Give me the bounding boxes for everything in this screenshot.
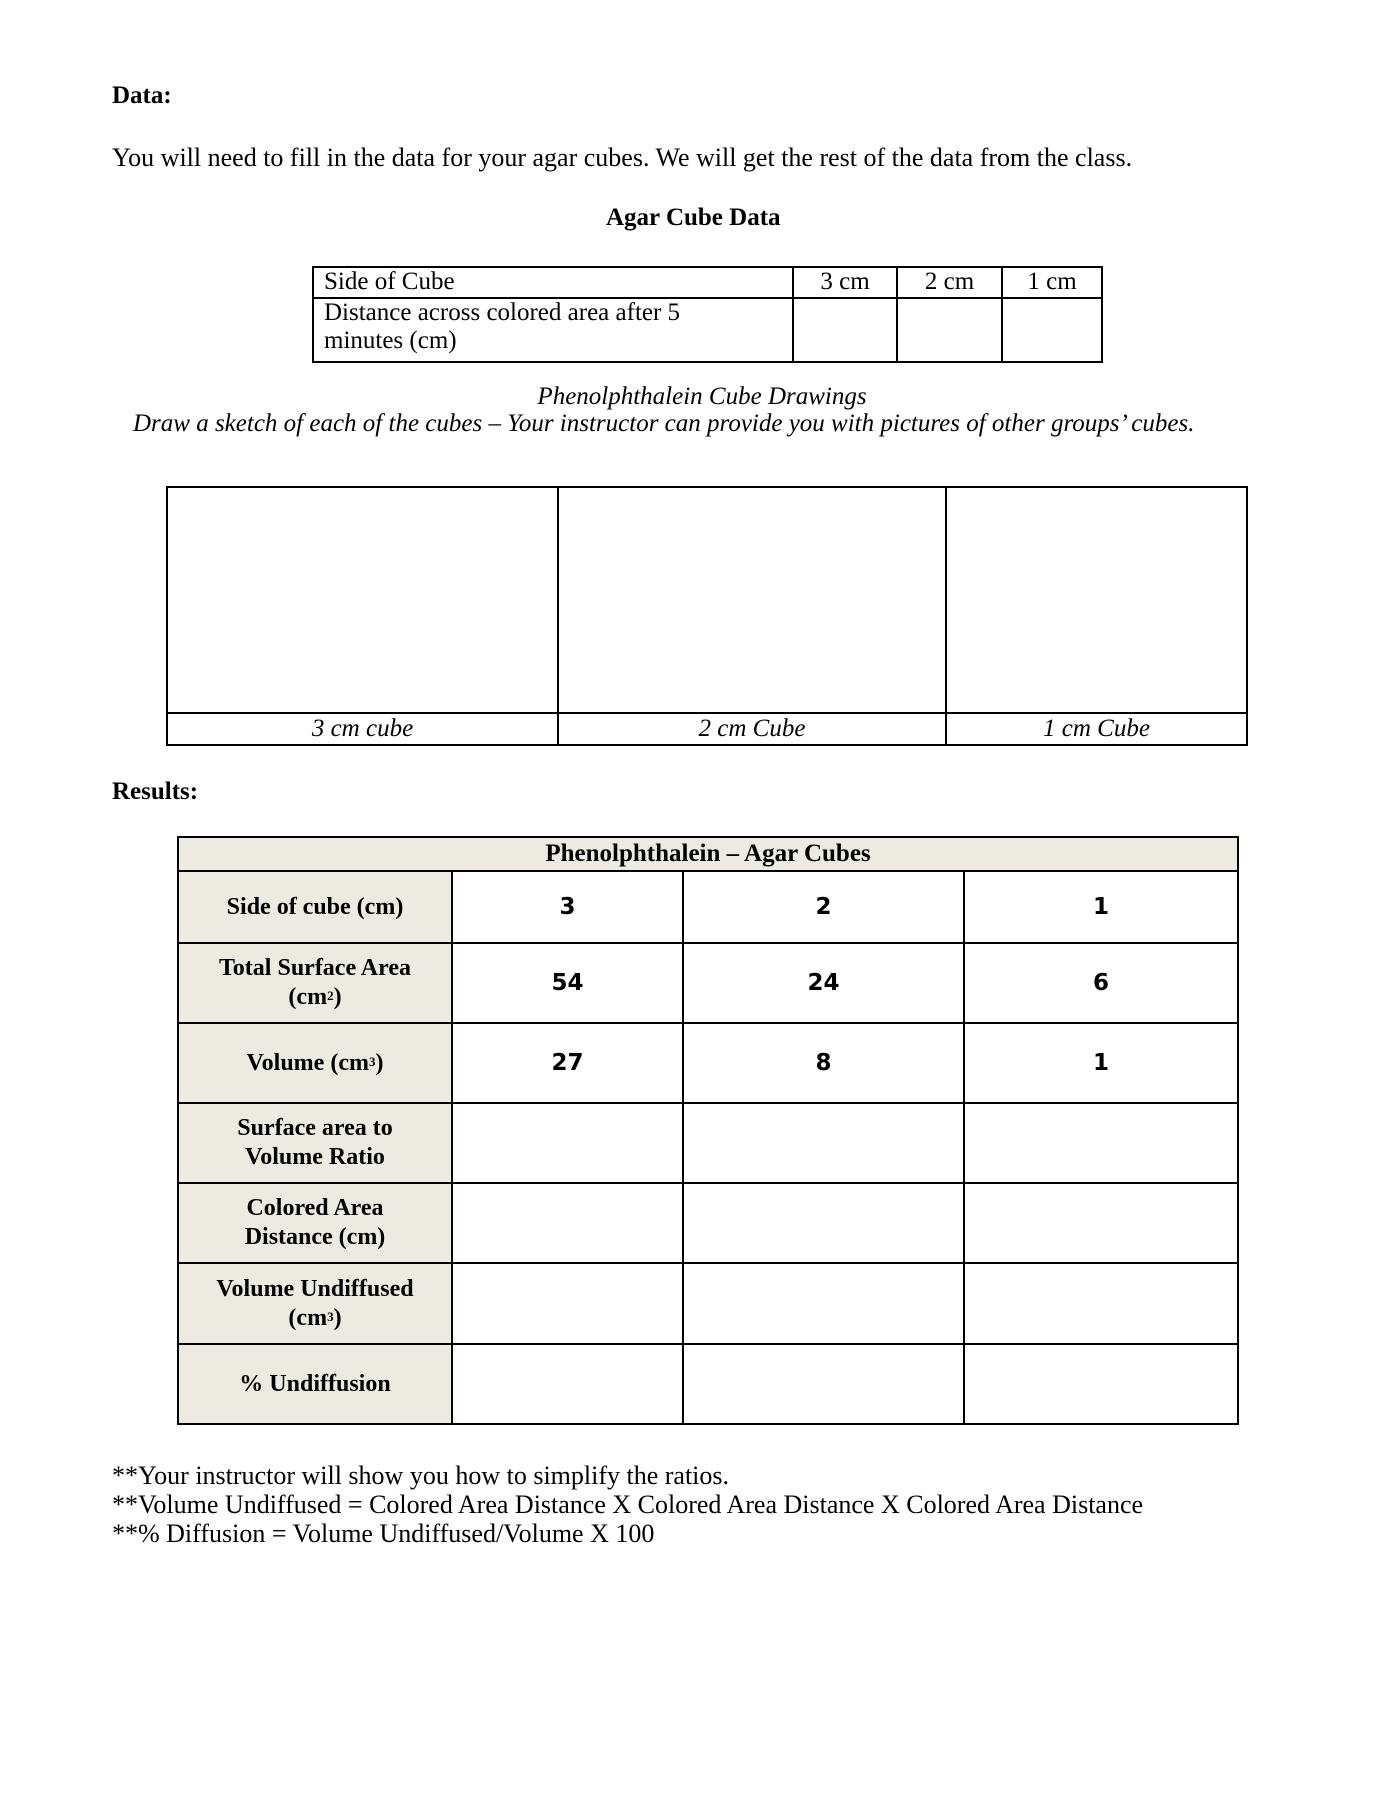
input-undiffused-2[interactable] <box>683 1263 964 1344</box>
agar-cube-data-table <box>312 266 1103 363</box>
drawing-label-2cm: 2 cm Cube <box>558 713 946 745</box>
row-label-line2: Distance (cm) <box>244 1224 386 1250</box>
row-label-surface-area <box>178 943 452 1023</box>
header-cell-3cm: 3 cm <box>793 267 897 298</box>
table-row <box>178 1183 1238 1263</box>
input-undiffused-1[interactable] <box>964 1263 1238 1344</box>
drawing-label-3cm: 3 cm cube <box>167 713 558 745</box>
drawing-row <box>167 487 1247 713</box>
results-header-row <box>178 837 1238 871</box>
data-heading: Data: <box>112 82 172 109</box>
input-distance-3[interactable] <box>452 1183 683 1263</box>
intro-text: You will need to fill in the data for your agar cubes. We will get the rest of the data from the class. <box>112 143 1133 172</box>
results-heading: Results: <box>112 778 199 805</box>
row-label-sa-vol-ratio <box>178 1103 452 1183</box>
row-label-side: Side of cube (cm) <box>178 871 452 943</box>
table-row <box>178 1344 1238 1424</box>
label-text: ) <box>333 984 342 1010</box>
drawings-subtitle: Draw a sketch of each of the cubes – Your instructor can provide you with pictures of other groups’ cubes. <box>133 410 1195 437</box>
label-text: ) <box>375 1049 384 1076</box>
label-row <box>167 713 1247 745</box>
input-cell-3cm[interactable] <box>793 298 897 362</box>
row-label-line1: Volume Undiffused <box>216 1275 414 1302</box>
results-table-title: Phenolphthalein – Agar Cubes <box>178 837 1238 871</box>
label-text: (cm <box>288 984 328 1010</box>
row-label-line2: minutes (cm) <box>324 327 457 354</box>
input-ratio-2[interactable] <box>683 1103 964 1183</box>
drawing-area-1cm[interactable] <box>946 487 1247 713</box>
drawing-label-1cm: 1 cm Cube <box>946 713 1247 745</box>
row-label-line2: Volume Ratio <box>245 1144 385 1170</box>
table-row <box>178 871 1238 943</box>
cell-side-1: 1 <box>964 871 1238 943</box>
cell-vol-2: 8 <box>683 1023 964 1103</box>
row-label <box>313 298 793 362</box>
row-label-volume-undiffused <box>178 1263 452 1344</box>
cell-vol-1: 1 <box>964 1023 1238 1103</box>
drawing-area-2cm[interactable] <box>558 487 946 713</box>
cell-side-3: 3 <box>452 871 683 943</box>
superscript: 3 <box>327 1308 334 1324</box>
table-row <box>313 267 1102 298</box>
label-text: ) <box>333 1304 342 1331</box>
row-label-line1: Distance across colored area after 5 <box>324 299 681 326</box>
label-text: (cm <box>288 1304 328 1331</box>
footnotes <box>112 1461 1143 1548</box>
results-table <box>177 836 1239 1425</box>
footnote-volume-undiffused: **Volume Undiffused = Colored Area Distance X Colored Area Distance X Colored Area Distance <box>112 1490 1144 1519</box>
row-label-line1: Total Surface Area <box>219 955 411 981</box>
row-label-line2 <box>185 1304 445 1333</box>
row-label-line2 <box>185 983 445 1012</box>
input-distance-2[interactable] <box>683 1183 964 1263</box>
cell-sa-1: 6 <box>964 943 1238 1023</box>
footnote-percent-diffusion: **% Diffusion = Volume Undiffused/Volume X 100 <box>112 1519 655 1548</box>
table-row <box>178 1023 1238 1103</box>
table-row <box>178 1103 1238 1183</box>
row-label-colored-distance <box>178 1183 452 1263</box>
superscript: 3 <box>368 1053 376 1069</box>
drawings-title: Phenolphthalein Cube Drawings <box>537 383 867 410</box>
input-cell-2cm[interactable] <box>897 298 1002 362</box>
cell-sa-3: 54 <box>452 943 683 1023</box>
row-label-line1: Colored Area <box>246 1195 384 1221</box>
agar-table-title: Agar Cube Data <box>606 204 781 231</box>
table-row <box>178 1263 1238 1344</box>
input-distance-1[interactable] <box>964 1183 1238 1263</box>
input-percent-1[interactable] <box>964 1344 1238 1424</box>
cell-side-2: 2 <box>683 871 964 943</box>
table-row <box>313 298 1102 362</box>
superscript: 2 <box>327 988 334 1003</box>
footnote-ratios: **Your instructor will show you how to simplify the ratios. <box>112 1461 730 1490</box>
row-label: Side of Cube <box>313 267 793 298</box>
row-label-line1: Surface area to <box>237 1115 393 1141</box>
input-cell-1cm[interactable] <box>1002 298 1102 362</box>
row-label-percent-undiffusion: % Undiffusion <box>178 1344 452 1424</box>
header-cell-1cm: 1 cm <box>1002 267 1102 298</box>
table-row <box>178 943 1238 1023</box>
row-label-volume <box>178 1023 452 1103</box>
drawing-area-3cm[interactable] <box>167 487 558 713</box>
label-text: Volume (cm <box>246 1049 369 1076</box>
cell-vol-3: 27 <box>452 1023 683 1103</box>
input-ratio-1[interactable] <box>964 1103 1238 1183</box>
cell-sa-2: 24 <box>683 943 964 1023</box>
input-undiffused-3[interactable] <box>452 1263 683 1344</box>
input-percent-3[interactable] <box>452 1344 683 1424</box>
input-ratio-3[interactable] <box>452 1103 683 1183</box>
cube-drawings-table <box>166 486 1248 746</box>
header-cell-2cm: 2 cm <box>897 267 1002 298</box>
input-percent-2[interactable] <box>683 1344 964 1424</box>
